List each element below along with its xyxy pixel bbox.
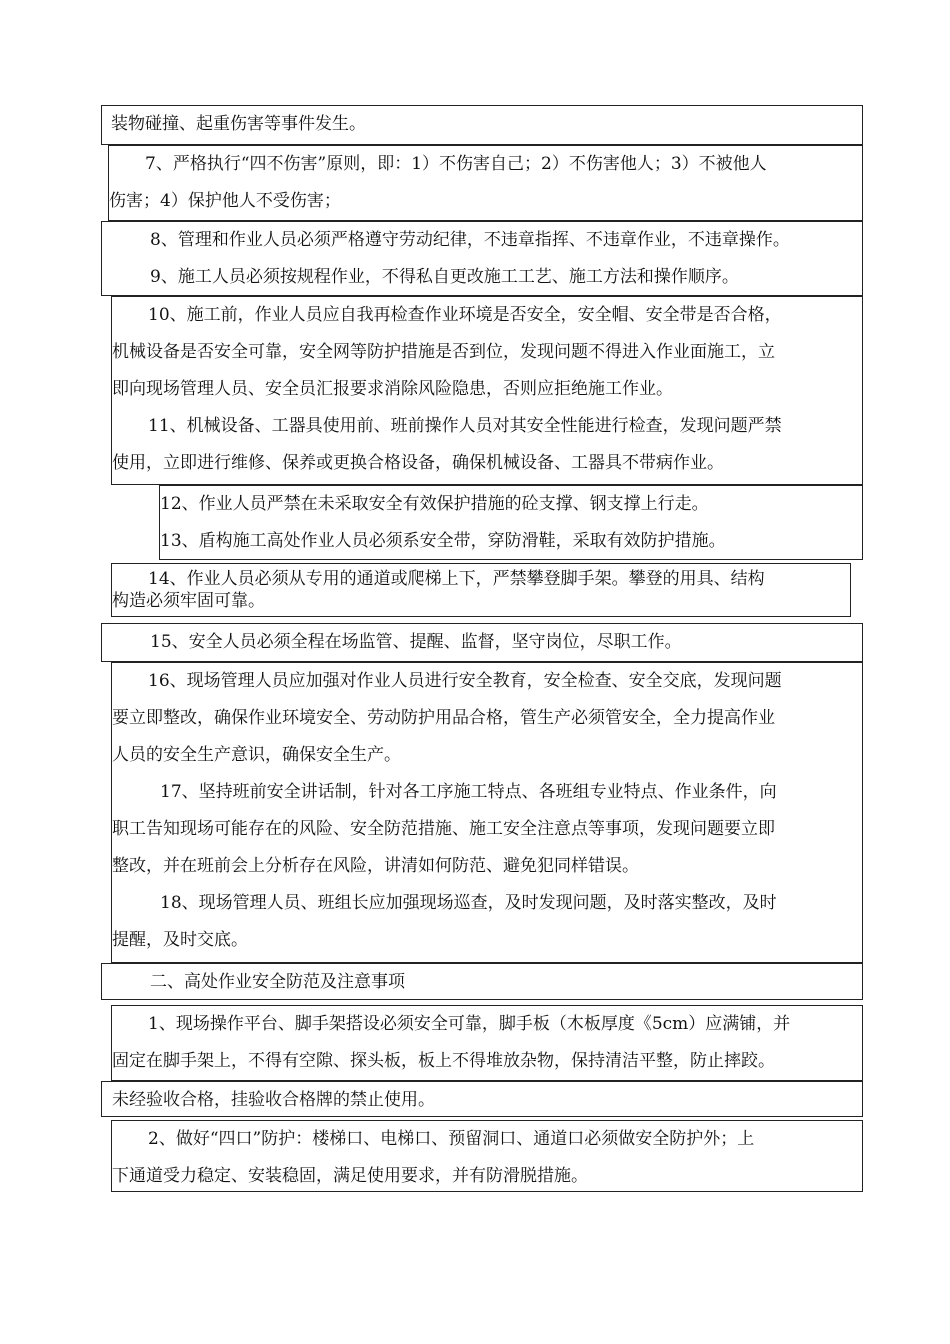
text-line: 1、现场操作平台、脚手架搭设必须安全可靠，脚手板（木板厚度《5cm）应满铺，并 [148, 1014, 791, 1034]
text-block-2 [108, 145, 863, 221]
text-line: 8、管理和作业人员必须严格遵守劳动纪律，不违章指挥、不违章作业，不违章操作。 [150, 230, 790, 250]
text-line: 12、作业人员严禁在未采取安全有效保护措施的砼支撑、钢支撑上行走。 [160, 494, 709, 514]
text-block-11 [101, 1081, 863, 1117]
text-block-5 [159, 485, 863, 560]
text-block-10 [111, 1005, 863, 1081]
text-line: 职工告知现场可能存在的风险、安全防范措施、施工安全注意点等事项，发现问题要立即 [112, 819, 775, 839]
text-line: 18、现场管理人员、班组长应加强现场巡查，及时发现问题，及时落实整改，及时 [160, 893, 777, 913]
text-line: 要立即整改，确保作业环境安全、劳动防护用品合格，管生产必须管安全，全力提高作业 [112, 708, 775, 728]
text-line: 11、机械设备、工器具使用前、班前操作人员对其安全性能进行检查，发现问题严禁 [148, 416, 782, 436]
text-block-4 [111, 296, 863, 485]
text-line: 2、做好“四口”防护：楼梯口、电梯口、预留洞口、通道口必须做安全防护外；上 [148, 1129, 755, 1149]
text-line: 整改，并在班前会上分析存在风险，讲清如何防范、避免犯同样错误。 [112, 856, 639, 876]
text-line: 伤害；4）保护他人不受伤害； [109, 191, 341, 211]
text-line: 17、坚持班前安全讲话制，针对各工序施工特点、各班组专业特点、作业条件，向 [160, 782, 777, 802]
text-block-7 [101, 623, 863, 662]
text-block-1 [101, 105, 863, 145]
text-line: 16、现场管理人员应加强对作业人员进行安全教育，安全检查、安全交底，发现问题 [148, 671, 782, 691]
text-line: 14、作业人员必须从专用的通道或爬梯上下，严禁攀登脚手架。攀登的用具、结构 [148, 569, 765, 589]
text-line: 10、施工前，作业人员应自我再检查作业环境是否安全，安全帽、安全带是否合格， [148, 305, 782, 325]
text-block-12 [111, 1120, 863, 1192]
text-line: 13、盾构施工高处作业人员必须系安全带，穿防滑鞋，采取有效防护措施。 [160, 531, 726, 551]
text-line: 机械设备是否安全可靠，安全网等防护措施是否到位，发现问题不得进入作业面施工，立 [112, 342, 775, 362]
text-block-3 [101, 221, 863, 296]
section-heading: 二、高处作业安全防范及注意事项 [150, 972, 405, 992]
section-heading-block [101, 963, 863, 1000]
text-line: 构造必须牢固可靠。 [112, 591, 265, 611]
text-line: 装物碰撞、起重伤害等事件发生。 [111, 114, 366, 134]
text-line: 7、严格执行“四不伤害”原则，即：1）不伤害自己；2）不伤害他人；3）不被他人 [145, 154, 767, 174]
text-block-8 [111, 662, 863, 963]
text-line: 即向现场管理人员、安全员汇报要求消除风险隐患，否则应拒绝施工作业。 [112, 379, 673, 399]
text-line: 使用，立即进行维修、保养或更换合格设备，确保机械设备、工器具不带病作业。 [112, 453, 724, 473]
text-line: 9、施工人员必须按规程作业，不得私自更改施工工艺、施工方法和操作顺序。 [150, 267, 739, 287]
text-line: 提醒，及时交底。 [112, 930, 248, 950]
text-line: 固定在脚手架上，不得有空隙、探头板，板上不得堆放杂物，保持清洁平整，防止摔跤。 [112, 1051, 775, 1071]
text-line: 15、安全人员必须全程在场监管、提醒、监督，坚守岗位，尽职工作。 [150, 632, 682, 652]
text-line: 未经验收合格，挂验收合格牌的禁止使用。 [112, 1090, 435, 1110]
text-line: 人员的安全生产意识，确保安全生产。 [112, 745, 401, 765]
text-block-6 [111, 563, 851, 617]
text-line: 下通道受力稳定、安装稳固，满足使用要求，并有防滑脱措施。 [112, 1166, 588, 1186]
